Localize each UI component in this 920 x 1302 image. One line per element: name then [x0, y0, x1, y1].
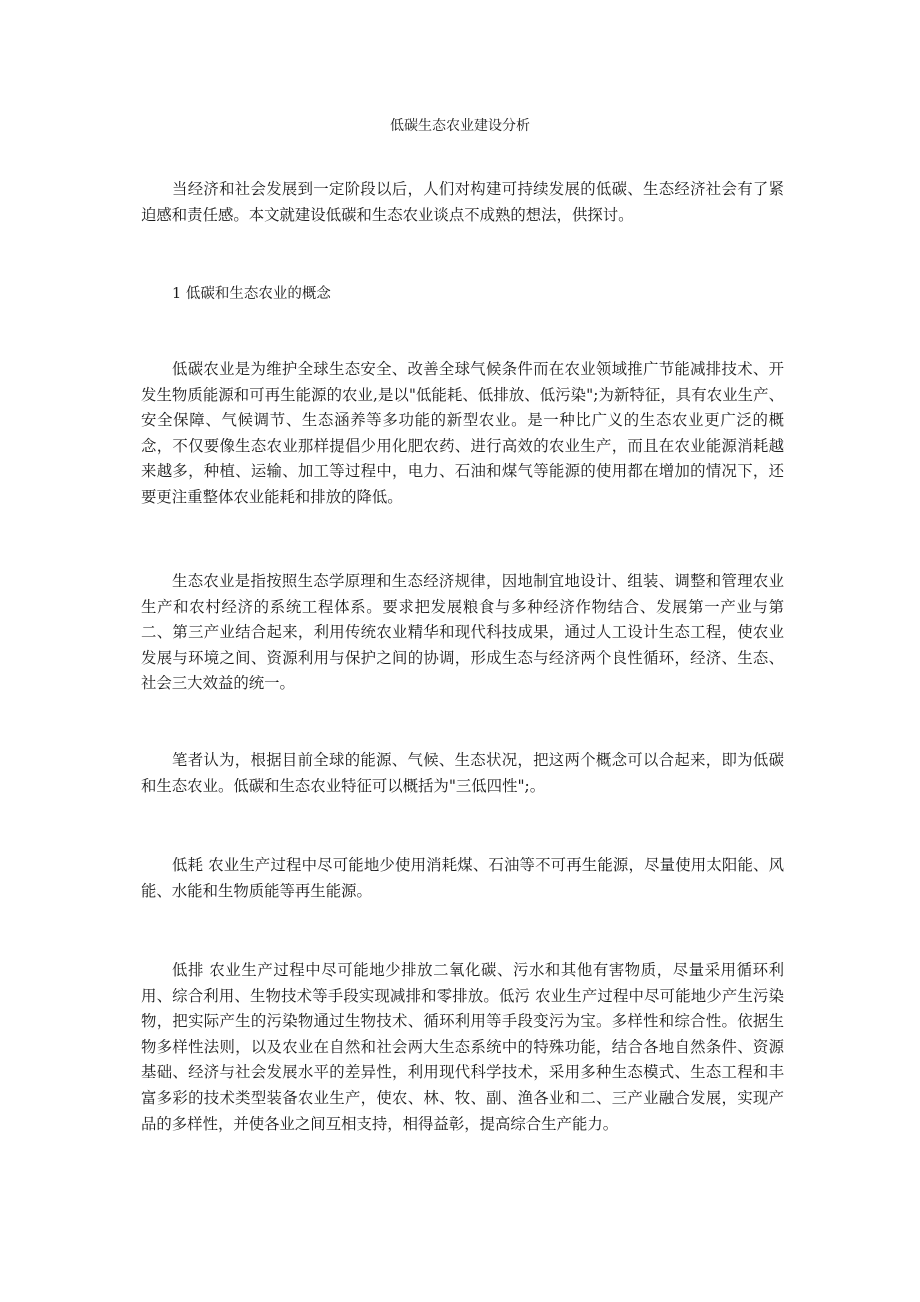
paragraph-low-emission: 低排 农业生产过程中尽可能地少排放二氧化碳、污水和其他有害物质，尽量采用循环利用、综合利用、生物技术等手段实现减排和零排放。低污 农业生产过程中尽可能地少产生污染物，把实际产生的污染物通过生物技术、循环利用等手段变污为宝。多样性和综合性。依据生物多样性法则，以及农业在自然和社会两大生态系统中的特殊功能，结合各地自然条件、资源基础、经济与社会发展水平的差异性，利用现代科学技术，采用多种生态模式、生态工程和丰富多彩的技术类型装备农业生产，使农、林、牧、副、渔各业和二、三产业融合发展，实现产品的多样性，并使各业之间互相支持，相得益彰，提高综合生产能力。	[141, 961, 784, 1133]
paragraph-eco-agriculture-definition: 生态农业是指按照生态学原理和生态经济规律，因地制宜地设计、组装、调整和管理农业生产和农村经济的系统工程体系。要求把发展粮食与多种经济作物结合、发展第一产业与第二、第三产业结合起来，利用传统农业精华和现代科技成果，通过人工设计生态工程，使农业发展与环境之间、资源利用与保护之间的协调，形成生态与经济两个良性循环，经济、生态、社会三大效益的统一。	[141, 572, 784, 693]
paragraph-low-consumption: 低耗 农业生产过程中尽可能地少使用消耗煤、石油等不可再生能源，尽量使用太阳能、风能、水能和生物质能等再生能源。	[141, 856, 784, 900]
section-heading: 1 低碳和生态农业的概念	[172, 286, 331, 302]
paragraph-low-carbon-definition: 低碳农业是为维护全球生态安全、改善全球气候条件而在农业领域推广节能减排技术、开发生物质能源和可再生能源的农业,是以"低能耗、低排放、低污染";为新特征，具有农业生产、安全保障、气候调节、生态涵养等多功能的新型农业。是一种比广义的生态农业更广泛的概念，不仅要像生态农业那样提倡少用化肥农药、进行高效的农业生产，而且在农业能源消耗越来越多，种植、运输、加工等过程中，电力、石油和煤气等能源的使用都在增加的情况下，还要更注重整体农业能耗和排放的降低。	[141, 360, 784, 506]
paragraph-author-view: 笔者认为，根据目前全球的能源、气候、生态状况，把这两个概念可以合起来，即为低碳和生态农业。低碳和生态农业特征可以概括为"三低四性";。	[141, 751, 784, 795]
document-title: 低碳生态农业建设分析	[390, 118, 530, 134]
intro-paragraph: 当经济和社会发展到一定阶段以后，人们对构建可持续发展的低碳、生态经济社会有了紧迫感和责任感。本文就建设低碳和生态农业谈点不成熟的想法，供探讨。	[141, 180, 784, 224]
